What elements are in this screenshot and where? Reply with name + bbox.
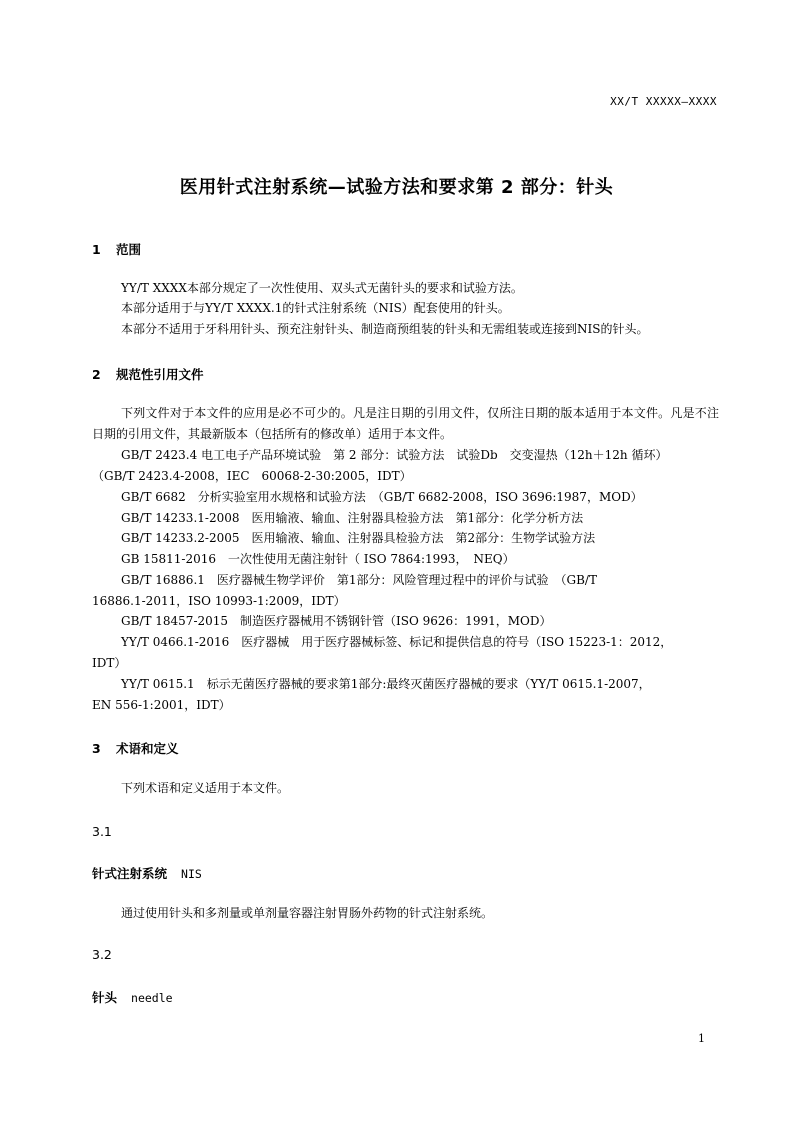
reference-item: GB 15811-2016 一次性使用无菌注射针（ ISO 7864:1993， NEQ）: [121, 552, 515, 566]
paragraph: 下列文件对于本文件的应用是必不可少的。凡是注日期的引用文件，仅所注日期的版本适用于本文件。凡是不注日期的引用文件，其最新版本（包括所有的修改单）适用于本文件。: [92, 406, 719, 441]
reference-continuation: （GB/T 2423.4-2008，IEC 60068-2-30:2005，IDT）: [92, 469, 412, 483]
term-name: 针式注射系统: [92, 866, 168, 881]
paragraph: 下列术语和定义适用于本文件。: [121, 781, 290, 795]
section-3-heading: [92, 739, 179, 757]
reference-item: GB/T 6682 分析实验室用水规格和试验方法 （GB/T 6682-2008，ISO 3696:1987，MOD）: [121, 490, 643, 504]
page-number: 1: [698, 1032, 705, 1045]
reference-item: GB/T 14233.1-2008 医用输液、输血、注射器具检验方法 第1部分：化学分析方法: [121, 511, 584, 525]
reference-continuation: EN 556-1:2001，IDT）: [92, 698, 231, 712]
section-number: 1: [92, 242, 101, 257]
section-title: 范围: [116, 242, 142, 257]
document-code: XX/T XXXXX—XXXX: [610, 95, 717, 108]
reference-item: YY/T 0615.1 标示无菌医疗器械的要求第1部分:最终灭菌医疗器械的要求（YY/T 0615.1-2007，: [121, 677, 651, 691]
reference-continuation: IDT）: [92, 656, 127, 670]
document-title: 医用针式注射系统—试验方法和要求第 2 部分：针头: [179, 177, 614, 198]
term-definition: 通过使用针头和多剂量或单剂量容器注射胃肠外药物的针式注射系统。: [121, 906, 494, 920]
section-number: 3: [92, 741, 101, 756]
section-number: 2: [92, 367, 101, 382]
term-english: NIS: [181, 867, 202, 881]
term-heading: [92, 988, 173, 1006]
paragraph: 本部分不适用于牙科用针头、预充注射针头、制造商预组装的针头和无需组装或连接到NIS的针头。: [121, 322, 649, 336]
reference-item: GB/T 14233.2-2005 医用输液、输血、注射器具检验方法 第2部分：生物学试验方法: [121, 531, 596, 545]
paragraph: 本部分适用于与YY/T XXXX.1的针式注射系统（NIS）配套使用的针头。: [121, 301, 510, 315]
reference-item: GB/T 16886.1 医疗器械生物学评价 第1部分：风险管理过程中的评价与试验 （GB/T: [121, 573, 597, 587]
section-1-heading: [92, 240, 141, 258]
section-2-heading: [92, 365, 204, 383]
section-title: 术语和定义: [116, 741, 179, 756]
section-title: 规范性引用文件: [116, 367, 204, 382]
term-number: 3.1: [92, 824, 112, 839]
reference-item: GB/T 18457-2015 制造医疗器械用不锈钢针管（ISO 9626：1991，MOD）: [121, 614, 552, 628]
term-number: 3.2: [92, 947, 112, 962]
reference-item: YY/T 0466.1-2016 医疗器械 用于医疗器械标签、标记和提供信息的符号（ISO 15223-1：2012，: [121, 635, 673, 649]
reference-continuation: 16886.1-2011，ISO 10993-1:2009，IDT）: [92, 594, 346, 608]
term-english: needle: [131, 991, 173, 1005]
paragraph: YY/T XXXX本部分规定了一次性使用、双头式无菌针头的要求和试验方法。: [121, 281, 523, 295]
term-heading: [92, 864, 202, 882]
term-name: 针头: [92, 990, 118, 1005]
reference-item: GB/T 2423.4 电工电子产品环境试验 第 2 部分：试验方法 试验Db 交变湿热（12h＋12h 循环）: [121, 448, 668, 462]
